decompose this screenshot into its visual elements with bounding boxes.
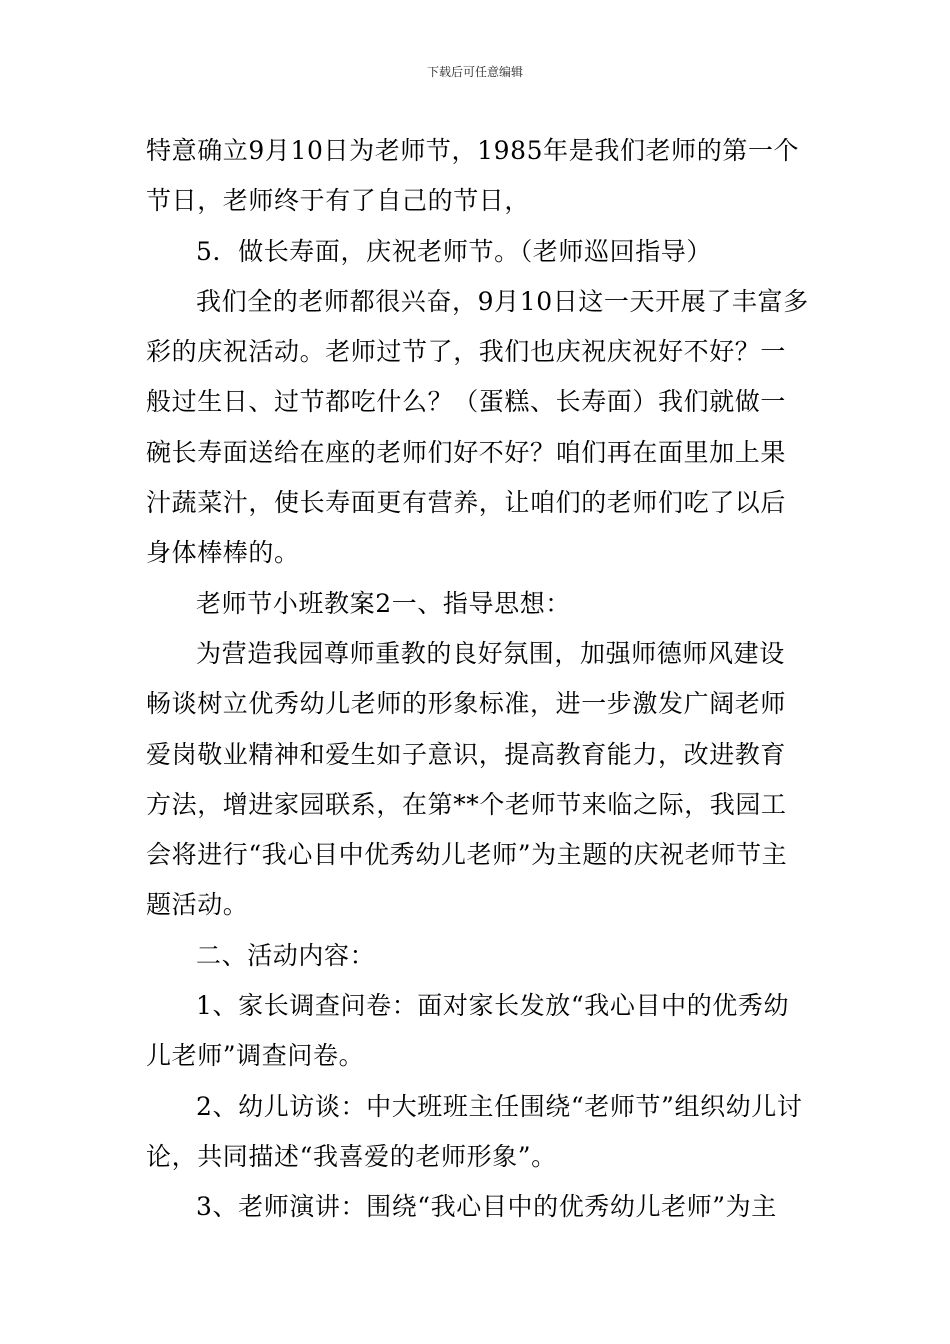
paragraph-activity-2: 2、幼儿访谈：中大班班主任围绕“老师节”组织幼儿讨论，共同描述“我喜爱的老师形象”。 <box>146 1091 803 1171</box>
paragraph-continued: 特意确立9月10日为老师节，1985年是我们老师的第一个节日，老师终于有了自己的节日， <box>146 136 800 216</box>
paragraph-celebration: 我们全的老师都很兴奋，9月10日这一天开展了丰富多彩的庆祝活动。老师过节了，我们也庆祝庆祝好不好？一般过生日、过节都吃什么？（蛋糕、长寿面）我们就做一碗长寿面送给在座的老师们好不好？咱们再在面里加上果汁蔬菜汁，使长寿面更有营养，让咱们的老师们吃了以后身体棒棒的。 <box>146 286 809 568</box>
paragraph-lesson-2-heading: 老师节小班教案2一、指导思想： <box>196 588 571 618</box>
page-header: 下载后可任意编辑 <box>426 65 523 79</box>
paragraph-activity-heading: 二、活动内容： <box>196 940 376 970</box>
document-body <box>146 126 810 1233</box>
paragraph-activity-1: 1、家长调查问卷：面对家长发放“我心目中的优秀幼儿老师”调查问卷。 <box>146 991 790 1071</box>
paragraph-activity-3: 3、老师演讲：围绕“我心目中的优秀幼儿老师”为主 <box>196 1192 777 1222</box>
paragraph-step-5: 5．做长寿面，庆祝老师节。（老师巡回指导） <box>196 236 713 266</box>
paragraph-guiding-idea: 为营造我园尊师重教的良好氛围，加强师德师风建设畅谈树立优秀幼儿老师的形象标准，进一步激发广阔老师爱岗敬业精神和爱生如子意识，提高教育能力，改进教育方法，增进家园联系，在第**个老师节来临之际，我园工会将进行“我心目中优秀幼儿老师”为主题的庆祝老师节主题活动。 <box>146 638 788 920</box>
